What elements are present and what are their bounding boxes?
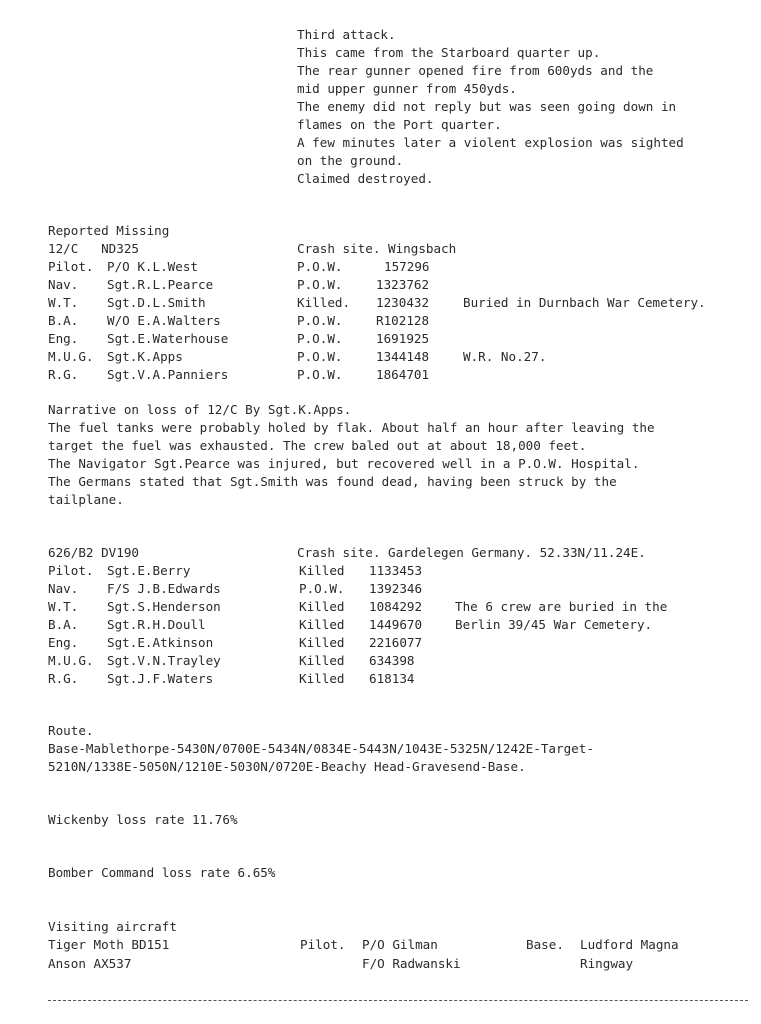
crew-role: M.U.G. — [48, 349, 94, 364]
crew-status: Killed — [299, 599, 345, 614]
crew-name: Sgt.E.Atkinson — [107, 635, 214, 650]
attack-line: The rear gunner opened fire from 600yds and the — [297, 63, 654, 78]
crew-number: 2216077 — [369, 635, 423, 650]
footer-divider — [48, 1000, 748, 1001]
missing-heading: Reported Missing — [48, 223, 170, 238]
crew-role: Nav. — [48, 581, 79, 596]
crew-status: P.O.W. — [297, 313, 343, 328]
visiting-heading: Visiting aircraft — [48, 919, 177, 934]
crew-name: Sgt.J.F.Waters — [107, 671, 214, 686]
crew-number: 1084292 — [369, 599, 423, 614]
crew-role: Eng. — [48, 635, 79, 650]
crew-role: W.T. — [48, 599, 79, 614]
crew-status: Killed — [299, 671, 345, 686]
crew-role: M.U.G. — [48, 653, 94, 668]
crew-note: The 6 crew are buried in the — [455, 599, 668, 614]
crew-number: 1691925 — [376, 331, 430, 346]
narrative-line: The Germans stated that Sgt.Smith was found dead, having been struck by the — [48, 474, 617, 489]
crew-status: P.O.W. — [297, 331, 343, 346]
crew-number: 1864701 — [376, 367, 430, 382]
crew-role: B.A. — [48, 617, 79, 632]
crew-status: P.O.W. — [297, 259, 343, 274]
visiting-aircraft: Tiger Moth BD151 — [48, 937, 170, 952]
crew-number: 1323762 — [376, 277, 430, 292]
narrative-line: The Navigator Sgt.Pearce was injured, but recovered well in a P.O.W. Hospital. — [48, 456, 640, 471]
crew-name: Sgt.V.N.Trayley — [107, 653, 221, 668]
crew-role: R.G. — [48, 671, 79, 686]
attack-line: flames on the Port quarter. — [297, 117, 502, 132]
crew-name: Sgt.E.Berry — [107, 563, 191, 578]
attack-line: on the ground. — [297, 153, 404, 168]
crew-status: P.O.W. — [299, 581, 345, 596]
second-crash-site: Crash site. Gardelegen Germany. 52.33N/11.24E. — [297, 545, 646, 560]
attack-line: This came from the Starboard quarter up. — [297, 45, 601, 60]
attack-line: The enemy did not reply but was seen going down in — [297, 99, 677, 114]
crew-note: W.R. No.27. — [463, 349, 547, 364]
crew-role: W.T. — [48, 295, 79, 310]
visiting-base-label: Base. — [526, 937, 564, 952]
route-line: 5210N/1338E-5050N/1210E-5030N/0720E-Beachy Head-Gravesend-Base. — [48, 759, 526, 774]
attack-line: mid upper gunner from 450yds. — [297, 81, 517, 96]
crew-status: P.O.W. — [297, 367, 343, 382]
attack-line: A few minutes later a violent explosion was sighted — [297, 135, 684, 150]
visiting-aircraft: Anson AX537 — [48, 956, 132, 971]
crew-number: 157296 — [384, 259, 430, 274]
crew-role: Pilot. — [48, 259, 94, 274]
crew-name: Sgt.V.A.Panniers — [107, 367, 229, 382]
wickenby-loss-rate: Wickenby loss rate 11.76% — [48, 812, 238, 827]
crew-name: Sgt.R.L.Pearce — [107, 277, 214, 292]
route-line: Base-Mablethorpe-5430N/0700E-5434N/0834E-5443N/1043E-5325N/1242E-Target- — [48, 741, 594, 756]
visiting-pilot: F/O Radwanski — [362, 956, 461, 971]
crew-number: 1133453 — [369, 563, 423, 578]
crew-number: 1449670 — [369, 617, 423, 632]
narrative-line: target the fuel was exhausted. The crew baled out at about 18,000 feet. — [48, 438, 587, 453]
crew-number: 1344148 — [376, 349, 430, 364]
visiting-base: Ringway — [580, 956, 634, 971]
crew-name: W/O E.A.Walters — [107, 313, 221, 328]
visiting-base: Ludford Magna — [580, 937, 679, 952]
crew-name: Sgt.D.L.Smith — [107, 295, 206, 310]
crew-name: Sgt.K.Apps — [107, 349, 183, 364]
crew-number: 1230432 — [376, 295, 430, 310]
visiting-pilot: P/O Gilman — [362, 937, 438, 952]
crew-name: Sgt.S.Henderson — [107, 599, 221, 614]
crew-note: Buried in Durnbach War Cemetery. — [463, 295, 706, 310]
crew-role: Eng. — [48, 331, 79, 346]
visiting-pilot-label: Pilot. — [300, 937, 346, 952]
narrative-line: tailplane. — [48, 492, 124, 507]
crew-role: B.A. — [48, 313, 79, 328]
crew-status: P.O.W. — [297, 349, 343, 364]
missing-crash-site: Crash site. Wingsbach — [297, 241, 457, 256]
crew-status: Killed. — [297, 295, 351, 310]
crew-number: 618134 — [369, 671, 415, 686]
crew-role: R.G. — [48, 367, 79, 382]
crew-role: Nav. — [48, 277, 79, 292]
crew-number: 634398 — [369, 653, 415, 668]
crew-status: Killed — [299, 635, 345, 650]
route-heading: Route. — [48, 723, 94, 738]
attack-heading: Third attack. — [297, 27, 396, 42]
second-aircraft: 626/B2 DV190 — [48, 545, 139, 560]
crew-status: P.O.W. — [297, 277, 343, 292]
crew-role: Pilot. — [48, 563, 94, 578]
crew-name: P/O K.L.West — [107, 259, 198, 274]
narrative-line: The fuel tanks were probably holed by flak. About half an hour after leaving the — [48, 420, 655, 435]
crew-name: Sgt.E.Waterhouse — [107, 331, 229, 346]
crew-name: Sgt.R.H.Doull — [107, 617, 206, 632]
crew-status: Killed — [299, 617, 345, 632]
crew-number: R102128 — [376, 313, 430, 328]
crew-name: F/S J.B.Edwards — [107, 581, 221, 596]
bomber-command-loss-rate: Bomber Command loss rate 6.65% — [48, 865, 276, 880]
crew-note: Berlin 39/45 War Cemetery. — [455, 617, 653, 632]
crew-status: Killed — [299, 563, 345, 578]
missing-aircraft: 12/C ND325 — [48, 241, 139, 256]
crew-status: Killed — [299, 653, 345, 668]
narrative-heading: Narrative on loss of 12/C By Sgt.K.Apps. — [48, 402, 352, 417]
crew-number: 1392346 — [369, 581, 423, 596]
attack-line: Claimed destroyed. — [297, 171, 434, 186]
